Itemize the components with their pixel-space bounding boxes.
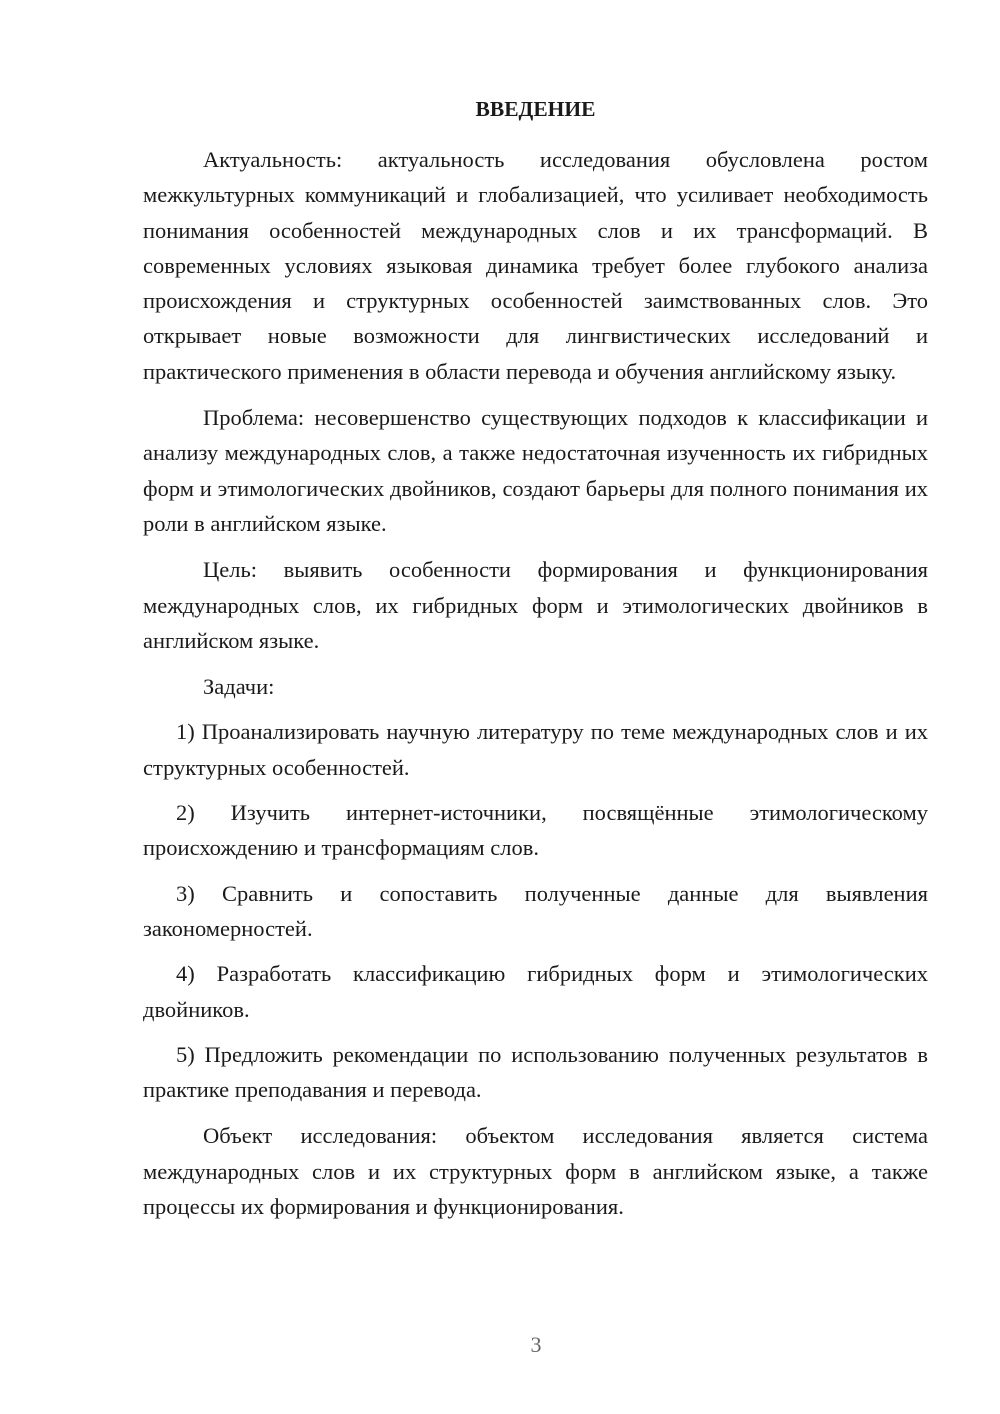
tasks-heading: Задачи: <box>203 674 275 700</box>
task-item-4: 4) Разработать классификацию гибридных форм и этимологических двойников. <box>143 961 928 1022</box>
paragraph-object: Объект исследования: объектом исследования является система международных слов и их структурных форм в английском языке, а также процессы их формирования и функционирования. <box>143 1123 928 1220</box>
page-content <box>143 92 928 1224</box>
task-item-3: 3) Сравнить и сопоставить полученные данные для выявления закономерностей. <box>143 880 928 941</box>
task-item-2: 2) Изучить интернет-источники, посвящённые этимологическому происхождению и трансформациям слов. <box>143 800 928 861</box>
task-item-5: 5) Предложить рекомендации по использованию полученных результатов в практике преподавания и перевода. <box>143 1041 928 1103</box>
paragraph-problem: Проблема: несовершенство существующих подходов к классификации и анализу международных слов, а также недостаточная изученность их гибридных форм и этимологических двойников, создают барьеры для полного понимания их роли в английском языке. <box>143 405 928 536</box>
task-item-1: 1) Проанализировать научную литературу по теме международных слов и их структурных особенностей. <box>143 719 928 780</box>
paragraph-relevance: Актуальность: актуальность исследования обусловлена ростом межкультурных коммуникаций и глобализацией, что усиливает необходимость понимания особенностей международных слов и их трансформаций. В современных условиях языковая динамика требует более глубокого анализа происхождения и структурных особенностей заимствованных слов. Это открывает новые возможности для лингвистических исследований и практического применения в области перевода и обучения английскому языку. <box>143 147 928 384</box>
paragraph-goal: Цель: выявить особенности формирования и функционирования международных слов, их гибридных форм и этимологических двойников в английском языке. <box>143 557 928 653</box>
page-number: 3 <box>530 1332 542 1357</box>
section-title: ВВЕДЕНИЕ <box>475 97 596 121</box>
